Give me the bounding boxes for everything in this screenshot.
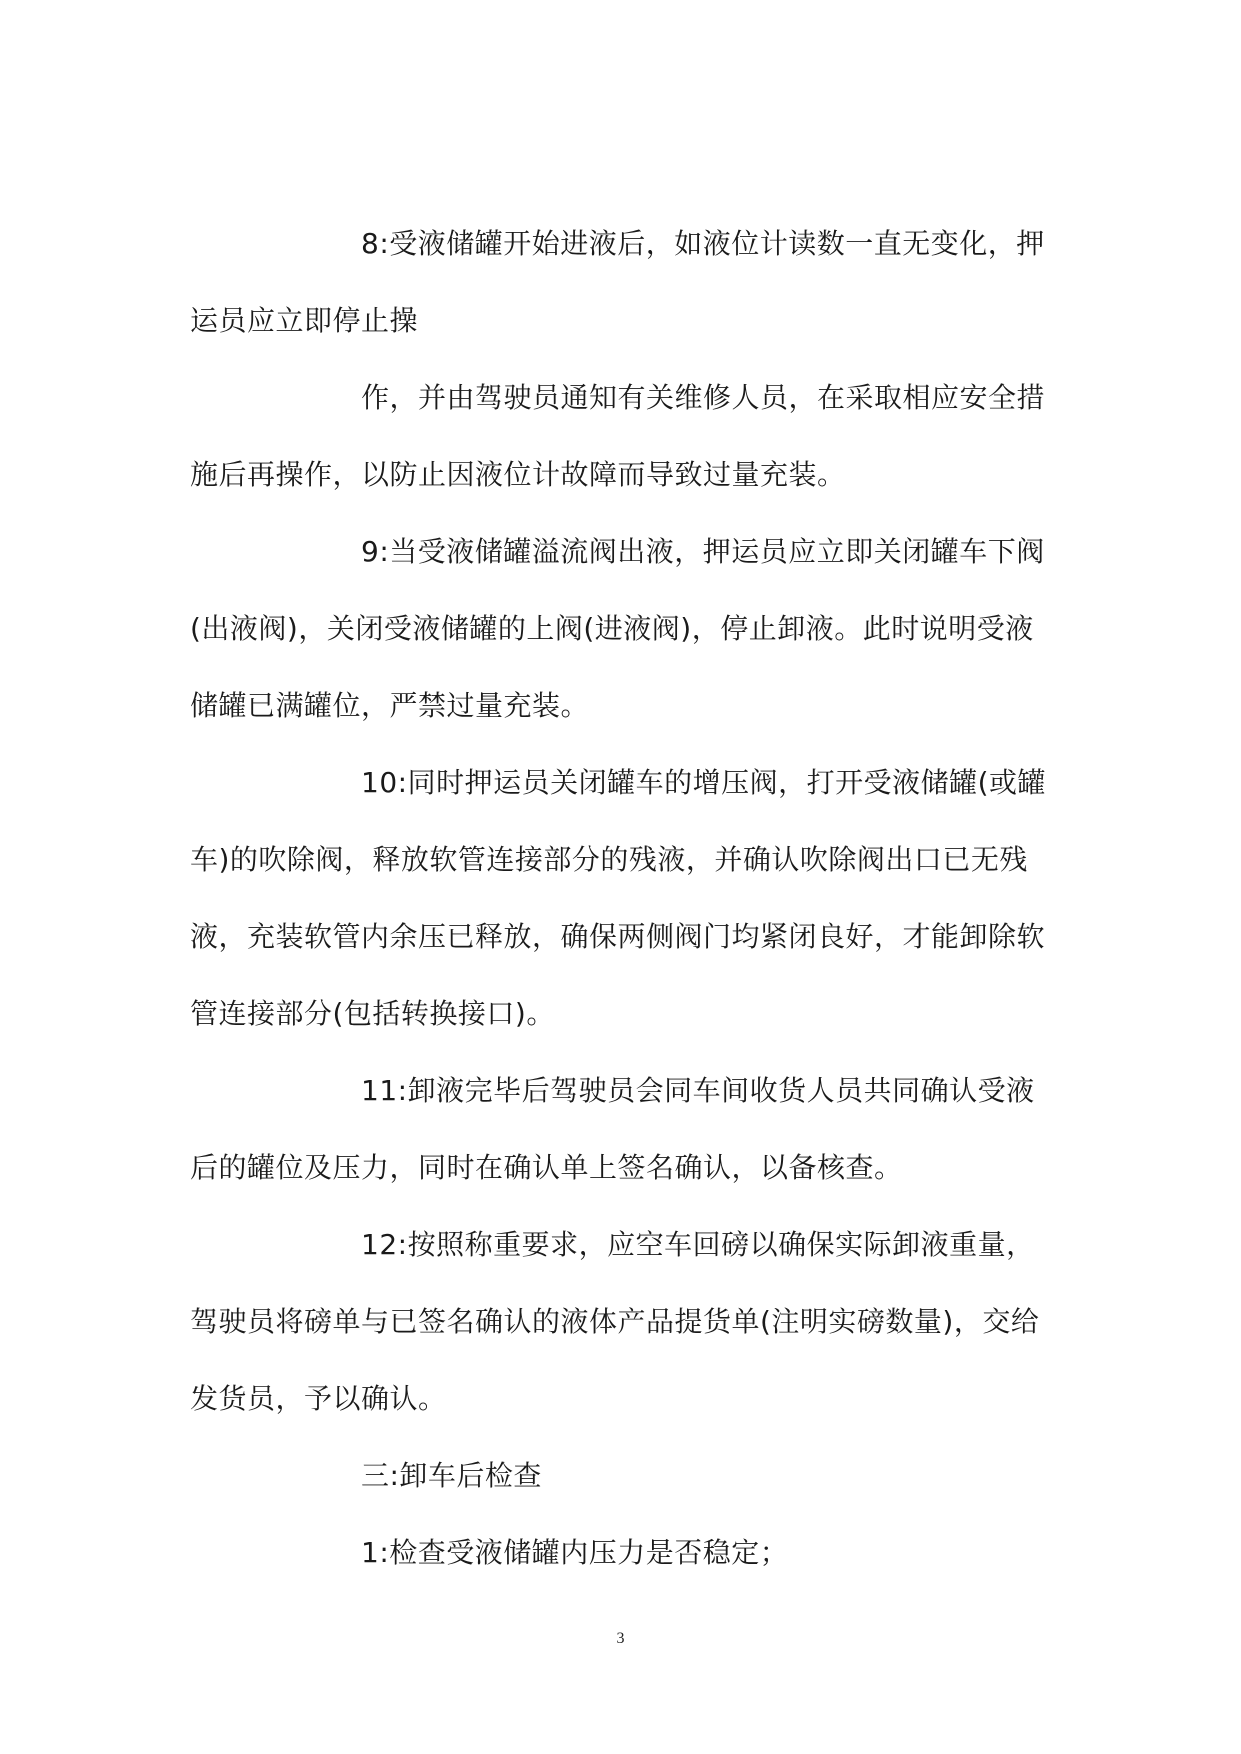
text-line: 10:同时押运员关闭罐车的增压阀，打开受液储罐(或罐 — [361, 766, 1046, 799]
text-line: 1:检查受液储罐内压力是否稳定； — [361, 1536, 789, 1569]
body-text — [190, 205, 1065, 1591]
text-line: 8:受液储罐开始进液后，如液位计读数一直无变化，押 — [361, 227, 1045, 260]
text-line: 9:当受液储罐溢流阀出液，押运员应立即关闭罐车下阀 — [361, 535, 1045, 568]
text-line: 管连接部分(包括转换接口)。 — [190, 997, 555, 1030]
text-line: 发货员，予以确认。 — [190, 1382, 447, 1415]
text-line: 后的罐位及压力，同时在确认单上签名确认，以备核查。 — [190, 1151, 903, 1184]
text-line: 12:按照称重要求，应空车回磅以确保实际卸液重量， — [361, 1228, 1035, 1261]
text-line: (出液阀)，关闭受液储罐的上阀(进液阀)，停止卸液。此时说明受液 — [190, 612, 1034, 645]
text-line: 11:卸液完毕后驾驶员会同车间收货人员共同确认受液 — [361, 1074, 1035, 1107]
text-line: 施后再操作，以防止因液位计故障而导致过量充装。 — [190, 458, 846, 491]
text-line: 作，并由驾驶员通知有关维修人员，在采取相应安全措 — [361, 381, 1046, 414]
text-line: 车)的吹除阀，释放软管连接部分的残液，并确认吹除阀出口已无残 — [190, 843, 1028, 876]
text-line: 运员应立即停止操 — [190, 304, 419, 337]
text-line: 驾驶员将磅单与已签名确认的液体产品提货单(注明实磅数量)，交给 — [190, 1305, 1040, 1338]
text-line: 液，充装软管内余压已释放，确保两侧阀门均紧闭良好，才能卸除软 — [190, 920, 1046, 953]
section-heading: 三:卸车后检查 — [361, 1459, 542, 1492]
page-number: 3 — [616, 1630, 625, 1647]
text-line: 储罐已满罐位，严禁过量充装。 — [190, 689, 590, 722]
